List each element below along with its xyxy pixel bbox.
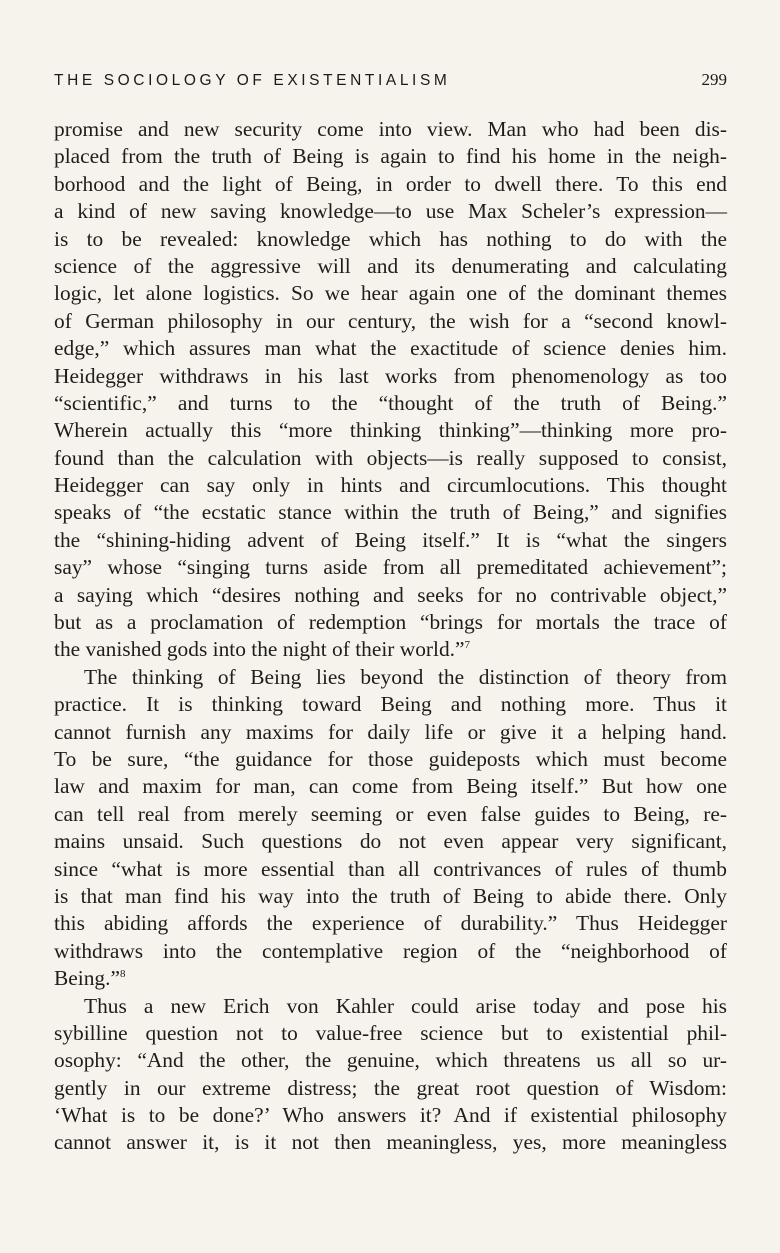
- text-line-paragraph-end: [54, 965, 727, 992]
- text-line: osophy: “And the other, the genuine, which threatens us all so ur-: [54, 1048, 727, 1073]
- page-number: 299: [701, 70, 727, 89]
- text-line-paragraph-start: Thus a new Erich von Kahler could arise today and pose his: [84, 993, 727, 1018]
- text-line: is to be revealed: knowledge which has nothing to do with the: [54, 226, 727, 251]
- running-title: THE SOCIOLOGY OF EXISTENTIALISM: [54, 72, 451, 89]
- body-text: [54, 116, 727, 1157]
- text-line: speaks of “the ecstatic stance within the truth of Being,” and signifies: [54, 500, 727, 525]
- text-line: placed from the truth of Being is again to find his home in the neigh-: [54, 144, 727, 169]
- text-line: of German philosophy in our century, the wish for a “second knowl-: [54, 308, 727, 333]
- text-line: science of the aggressive will and its denumerating and calculating: [54, 253, 727, 278]
- text-line: the “shining-hiding advent of Being itself.” It is “what the singers: [54, 527, 727, 552]
- text-line: promise and new security come into view. Man who had been dis-: [54, 117, 727, 141]
- text-line: borhood and the light of Being, in order to dwell there. To this end: [54, 171, 727, 196]
- text-line: gently in our extreme distress; the great root question of Wisdom:: [54, 1075, 727, 1100]
- text-line: say” whose “singing turns aside from all premeditated achievement”;: [54, 555, 727, 580]
- text-line-content: Being.”: [54, 966, 120, 991]
- text-line: “scientific,” and turns to the “thought of the truth of Being.”: [54, 390, 727, 415]
- text-line: ‘What is to be done?’ Who answers it? And if existential philosophy: [54, 1103, 727, 1128]
- text-line: To be sure, “the guidance for those guideposts which must become: [54, 746, 727, 771]
- text-line: a kind of new saving knowledge—to use Max Scheler’s expression—: [54, 199, 727, 224]
- text-line: logic, let alone logistics. So we hear again one of the dominant themes: [54, 281, 727, 306]
- text-line: cannot furnish any maxims for daily life or give it a helping hand.: [54, 719, 727, 744]
- footnote-ref: 7: [464, 639, 471, 652]
- text-line-content: the vanished gods into the night of their world.”: [54, 637, 465, 662]
- text-line: law and maxim for man, can come from Being itself.” But how one: [54, 774, 727, 799]
- text-line-paragraph-start: The thinking of Being lies beyond the distinction of theory from: [84, 664, 727, 689]
- text-line-paragraph-end: [54, 636, 727, 663]
- text-line: a saying which “desires nothing and seeks for no contrivable object,”: [54, 582, 727, 607]
- text-line: found than the calculation with objects—is really supposed to consist,: [54, 445, 727, 470]
- footnote-ref: 8: [119, 968, 126, 981]
- text-line: this abiding affords the experience of durability.” Thus Heidegger: [54, 911, 727, 936]
- text-line: Heidegger can say only in hints and circumlocutions. This thought: [54, 473, 727, 498]
- text-line: withdraws into the contemplative region of the “neighborhood of: [54, 938, 727, 963]
- text-line: sybilline question not to value-free science but to existential phil-: [54, 1020, 727, 1045]
- running-head: [54, 70, 727, 98]
- text-line: Heidegger withdraws in his last works from phenomenology as too: [54, 363, 727, 388]
- text-line: edge,” which assures man what the exactitude of science denies him.: [54, 336, 727, 361]
- text-line: can tell real from merely seeming or even false guides to Being, re-: [54, 801, 727, 826]
- text-line: Wherein actually this “more thinking thinking”—thinking more pro-: [54, 418, 727, 443]
- text-line: cannot answer it, is it not then meaningless, yes, more meaningless: [54, 1130, 727, 1155]
- text-line: since “what is more essential than all contrivances of rules of thumb: [54, 856, 727, 881]
- text-line: practice. It is thinking toward Being and nothing more. Thus it: [54, 692, 727, 717]
- text-line: mains unsaid. Such questions do not even appear very significant,: [54, 829, 727, 854]
- text-line: but as a proclamation of redemption “brings for mortals the trace of: [54, 610, 727, 635]
- text-line: is that man find his way into the truth of Being to abide there. Only: [54, 883, 727, 908]
